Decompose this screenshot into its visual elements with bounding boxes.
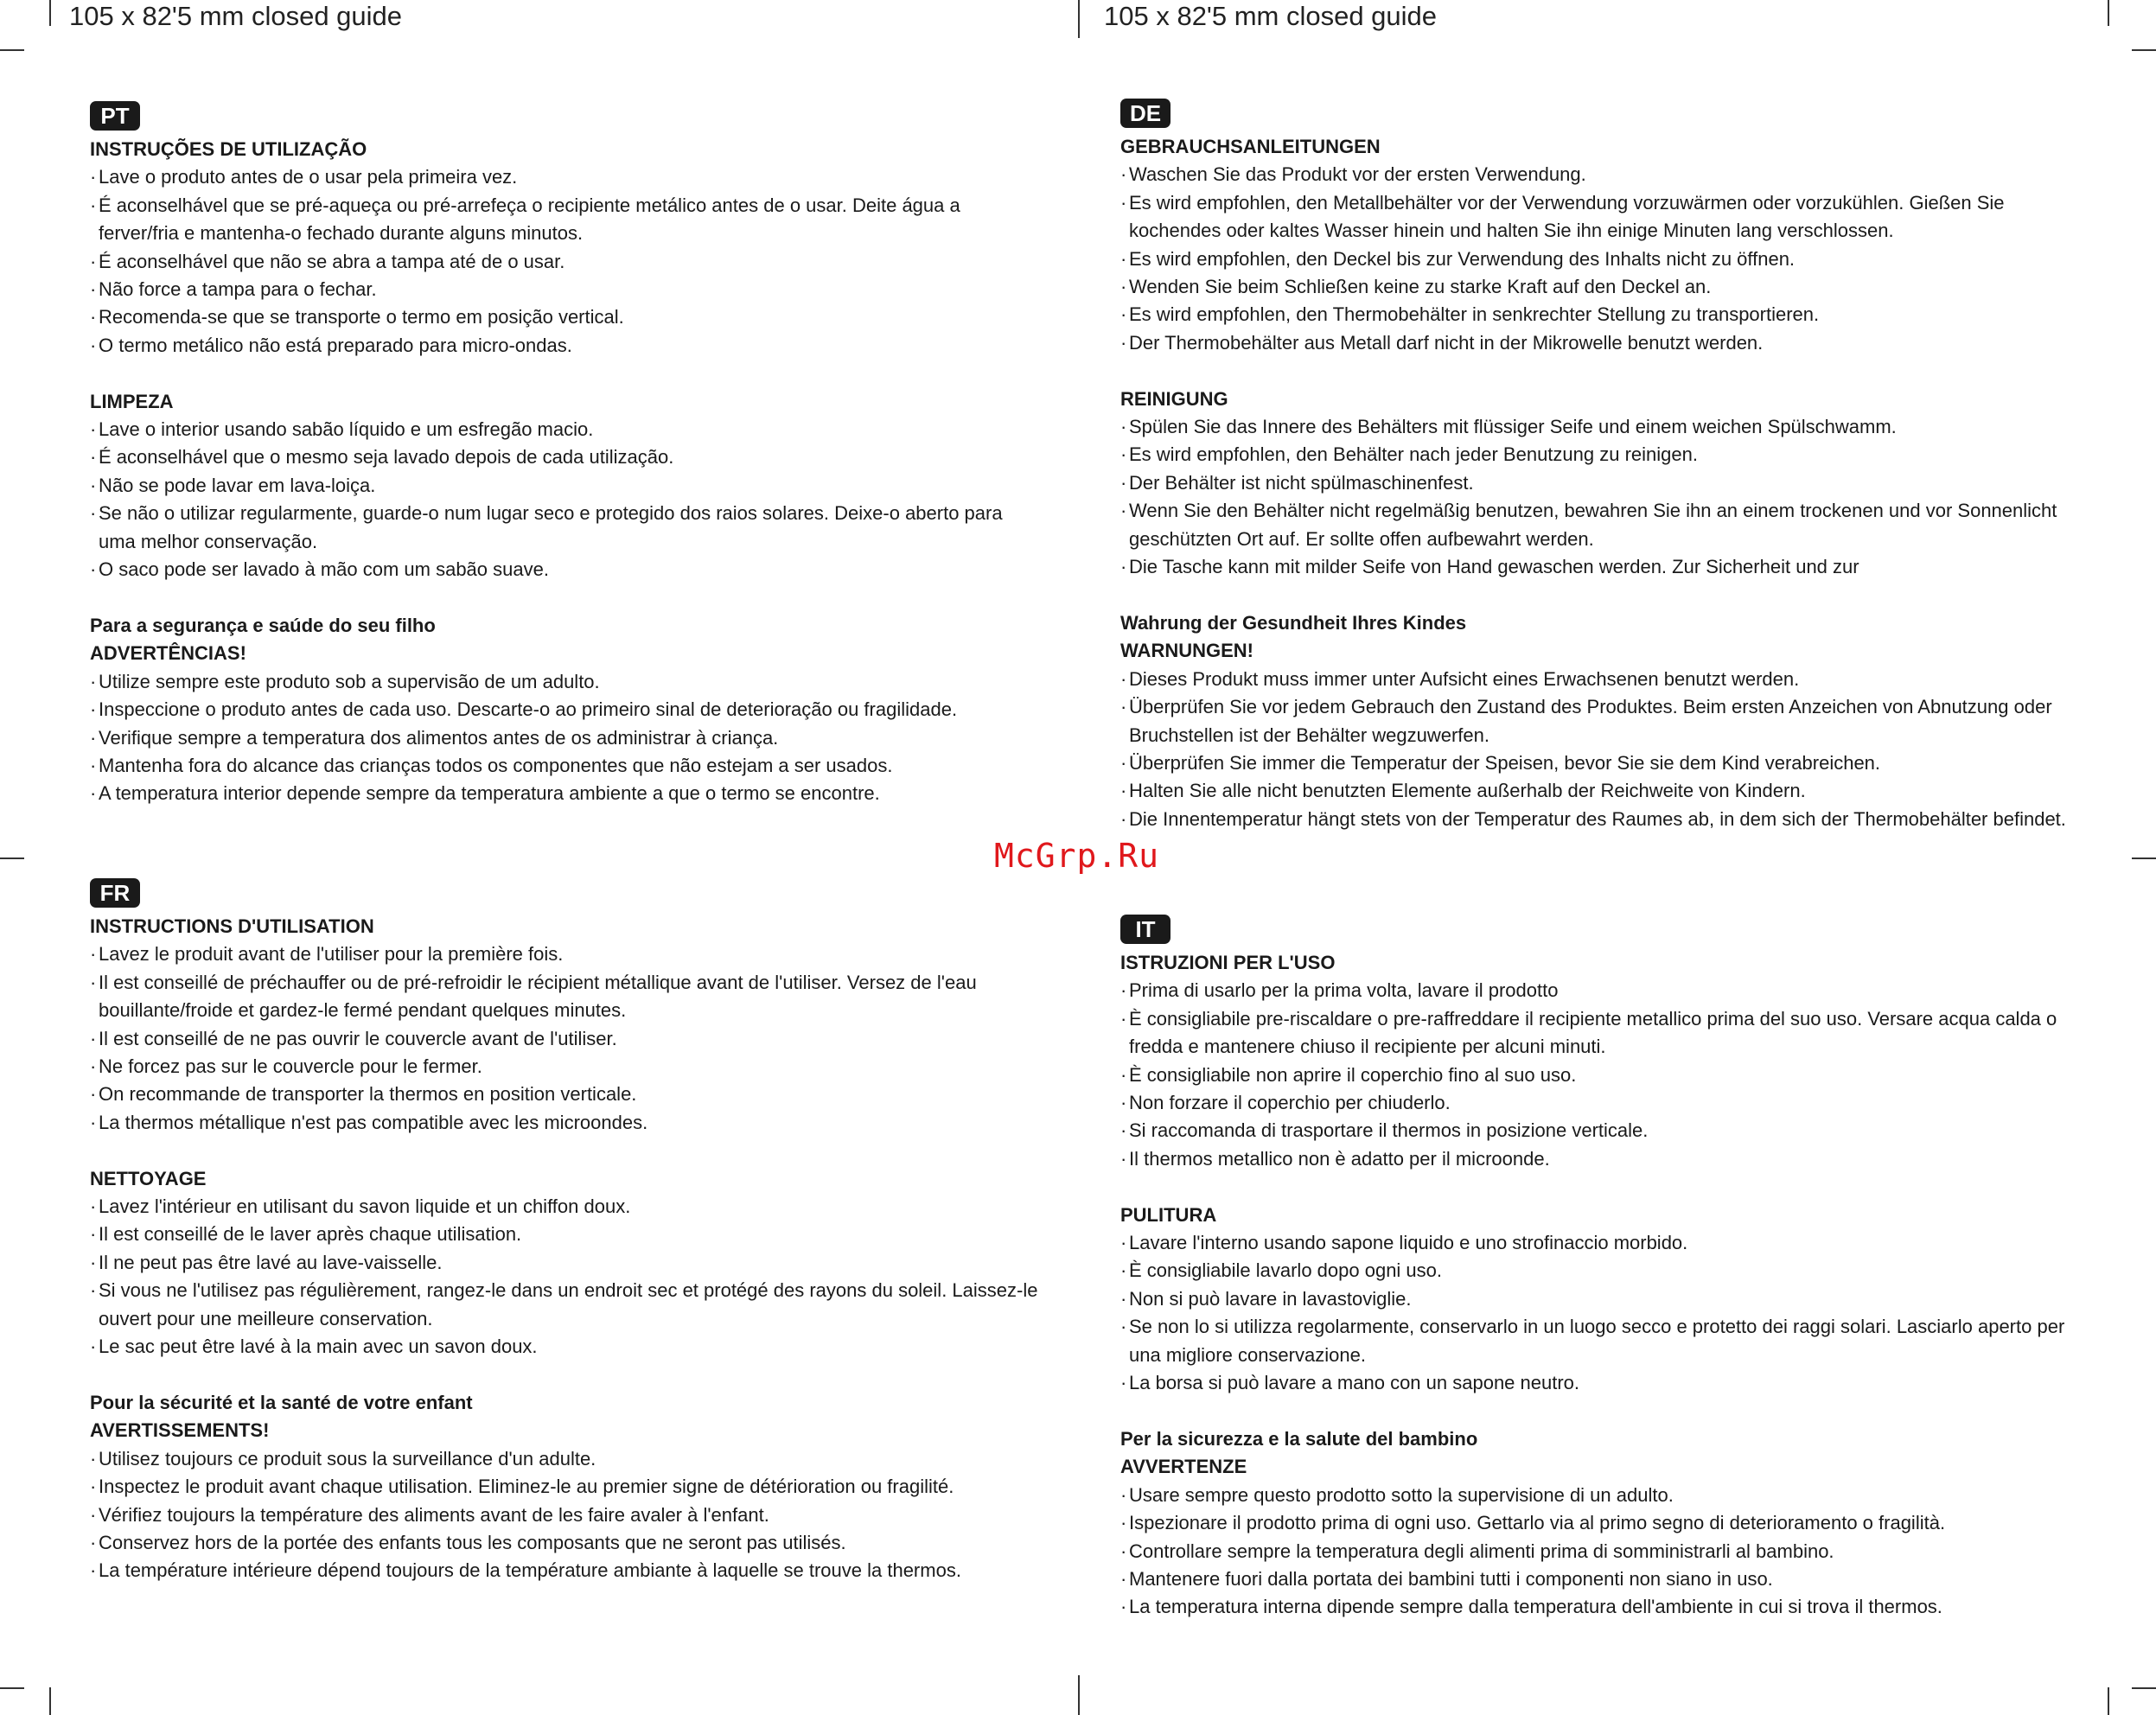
- bullet-dot: ·: [1120, 1316, 1127, 1338]
- instruction-text: Vérifiez toujours la température des aliments avant de les faire avaler à l'enfant.: [99, 1503, 769, 1526]
- instruction-item: [1120, 553, 2071, 581]
- instruction-text: Se não o utilizar regularmente, guarde-o num lugar seco e protegido dos raios solares. Deixe-o aberto para uma melhor conservação.: [99, 502, 1003, 552]
- bullet-dot: ·: [90, 1336, 97, 1358]
- crop-mark: [2132, 858, 2156, 859]
- instruction-text: Es wird empfohlen, den Deckel bis zur Verwendung des Inhalts nicht zu öffnen.: [1129, 247, 1796, 270]
- bullet-dot: ·: [1120, 247, 1127, 270]
- instruction-text: Não force a tampa para o fechar.: [99, 278, 377, 301]
- instruction-text: Recomenda-se que se transporte o termo em posição vertical.: [99, 306, 624, 328]
- instruction-text: Conservez hors de la portée des enfants tous les composants que ne seront pas utilisés.: [99, 1531, 846, 1553]
- bullet-dot: ·: [1120, 1092, 1127, 1114]
- instruction-item: [90, 1109, 1041, 1137]
- section-heading: Pour la sécurité et la santé de votre enfant: [90, 1391, 473, 1413]
- bullet-dot: ·: [90, 418, 97, 441]
- bullet-dot: ·: [1120, 471, 1127, 494]
- crop-mark: [2108, 1687, 2109, 1715]
- instruction-item: [90, 1081, 1041, 1108]
- bullet-dot: ·: [90, 1195, 97, 1218]
- instruction-text: Si raccomanda di trasportare il thermos in posizione verticale.: [1129, 1119, 1649, 1142]
- bullet-dot: ·: [90, 1447, 97, 1470]
- section-heading: Para a segurança e saúde do seu filho: [90, 614, 436, 636]
- bullet-dot: ·: [90, 1251, 97, 1273]
- section-heading: PULITURA: [1120, 1203, 1217, 1226]
- instruction-text: Die Innentemperatur hängt stets von der Temperatur des Raumes ab, in dem sich der Thermobehälter befindet.: [1129, 807, 2066, 830]
- instruction-text: Usare sempre questo prodotto sotto la supervisione di un adulto.: [1129, 1483, 1674, 1506]
- instruction-item: [1120, 1593, 2071, 1621]
- instruction-text: Il est conseillé de préchauffer ou de pré-refroidir le récipient métallique avant de l'utiliser. Versez de l'eau bouillante/froide et gardez-le fermé pendant quelques minutes.: [99, 971, 977, 1022]
- bullet-dot: ·: [1120, 276, 1127, 298]
- instruction-item: [90, 276, 1041, 303]
- instruction-item: [90, 1025, 1041, 1053]
- section-heading: GEBRAUCHSANLEITUNGEN: [1120, 136, 1381, 157]
- bullet-dot: ·: [90, 1559, 97, 1582]
- bullet-dot: ·: [90, 558, 97, 581]
- bullet-dot: ·: [1120, 807, 1127, 830]
- instruction-item: [90, 472, 1041, 500]
- bullet-dot: ·: [90, 1223, 97, 1246]
- instruction-text: Le sac peut être lavé à la main avec un savon doux.: [99, 1336, 538, 1358]
- bullet-dot: ·: [90, 726, 97, 749]
- instruction-text: Verifique sempre a temperatura dos alimentos antes de os administrar à criança.: [99, 726, 779, 749]
- instruction-text: Inspeccione o produto antes de cada uso. Descarte-o ao primeiro sinal de deterioração ou fragilidade.: [99, 698, 958, 721]
- instruction-text: Il est conseillé de ne pas ouvrir le couvercle avant de l'utiliser.: [99, 1027, 617, 1049]
- bullet-dot: ·: [90, 278, 97, 301]
- section-fr: [90, 878, 1041, 1585]
- section-heading: NETTOYAGE: [90, 1167, 207, 1189]
- bullet-dot: ·: [1120, 696, 1127, 718]
- instruction-text: È consigliabile non aprire il coperchio fino al suo uso.: [1129, 1063, 1577, 1086]
- bullet-dot: ·: [90, 1503, 97, 1526]
- instruction-text: Die Tasche kann mit milder Seife von Hand gewaschen werden. Zur Sicherheit und zur: [1129, 556, 1859, 578]
- instruction-text: Lavez l'intérieur en utilisant du savon liquide et un chiffon doux.: [99, 1195, 631, 1218]
- bullet-dot: ·: [1120, 751, 1127, 774]
- bullet-dot: ·: [1120, 443, 1127, 466]
- instruction-text: Il est conseillé de le laver après chaque utilisation.: [99, 1223, 522, 1246]
- instruction-text: La thermos métallique n'est pas compatible avec les microondes.: [99, 1111, 648, 1133]
- bullet-dot: ·: [1120, 416, 1127, 438]
- bullet-dot: ·: [1120, 1232, 1127, 1254]
- instruction-text: Überprüfen Sie immer die Temperatur der Speisen, bevor Sie sie dem Kind verabreichen.: [1129, 751, 1881, 774]
- instruction-item: [1120, 693, 2071, 749]
- crop-mark: [1078, 1675, 1080, 1715]
- instruction-text: Es wird empfohlen, den Behälter nach jeder Benutzung zu reinigen.: [1129, 443, 1698, 466]
- instruction-item: [1120, 1313, 2071, 1369]
- instruction-item: [1120, 161, 2071, 188]
- bullet-dot: ·: [1120, 1483, 1127, 1506]
- bullet-dot: ·: [90, 698, 97, 721]
- instruction-text: Prima di usarlo per la prima volta, lavare il prodotto: [1129, 979, 1559, 1002]
- instruction-item: [90, 940, 1041, 968]
- bullet-dot: ·: [90, 782, 97, 805]
- instruction-text: Es wird empfohlen, den Metallbehälter vor der Verwendung vorzuwärmen oder vorzukühlen. Gießen Sie kochendes oder kaltes Wasser hinein und halten Sie ihn einige Minuten lang verschlossen.: [1129, 191, 2005, 242]
- section-heading: Per la sicurezza e la salute del bambino: [1120, 1427, 1478, 1450]
- instruction-item: [90, 332, 1041, 360]
- section-heading: REINIGUNG: [1120, 387, 1228, 410]
- instruction-item: [90, 556, 1041, 583]
- instruction-text: Se non lo si utilizza regolarmente, conservarlo in un luogo secco e protetto dei raggi solari. Lasciarlo aperto per una migliore conservazione.: [1129, 1316, 2065, 1366]
- instruction-item: [1120, 1285, 2071, 1313]
- bullet-dot: ·: [1120, 1596, 1127, 1618]
- instruction-text: Utilize sempre este produto sob a supervisão de um adulto.: [99, 670, 600, 692]
- instruction-item: [1120, 1369, 2071, 1397]
- instruction-item: [1120, 666, 2071, 693]
- instruction-text: Utilisez toujours ce produit sous la surveillance d'un adulte.: [99, 1447, 596, 1470]
- section-heading: ISTRUZIONI PER L'USO: [1120, 952, 1336, 973]
- instruction-text: Mantenha fora do alcance das crianças todos os componentes que não estejam a ser usados.: [99, 754, 893, 776]
- instruction-item: [90, 500, 1041, 556]
- instruction-item: [90, 1529, 1041, 1557]
- crop-mark: [49, 1687, 51, 1715]
- instruction-item: [90, 1249, 1041, 1277]
- bullet-dot: ·: [1120, 667, 1127, 690]
- instruction-text: A temperatura interior depende sempre da temperatura ambiente a que o termo se encontre.: [99, 782, 880, 805]
- instruction-text: Il thermos metallico non è adatto per il microonde.: [1129, 1147, 1550, 1170]
- watermark: McGrp.Ru: [994, 837, 1160, 875]
- instruction-text: È consigliabile pre-riscaldare o pre-raffreddare il recipiente metallico prima del suo uso. Versare acqua calda o fredda e mantenere chiuso il recipiente per alcuni minuti.: [1129, 1007, 2057, 1058]
- instruction-item: [1120, 189, 2071, 245]
- instruction-item: [90, 1333, 1041, 1361]
- crop-mark: [0, 1687, 24, 1689]
- instruction-text: Lave o produto antes de o usar pela primeira vez.: [99, 166, 518, 188]
- bullet-dot: ·: [90, 943, 97, 966]
- instruction-text: É aconselhável que não se abra a tampa até de o usar.: [99, 250, 565, 272]
- instruction-text: Waschen Sie das Produkt vor der ersten Verwendung.: [1129, 163, 1586, 186]
- instruction-item: [90, 1193, 1041, 1221]
- instruction-text: É aconselhável que se pré-aqueça ou pré-arrefeça o recipiente metálico antes de o usar. Deite água a ferver/fria e mantenha-o fechado durante alguns minutos.: [99, 194, 960, 245]
- bullet-dot: ·: [90, 1531, 97, 1553]
- crop-mark: [0, 858, 24, 859]
- section-it: [1120, 915, 2071, 1622]
- instruction-text: O termo metálico não está preparado para micro-ondas.: [99, 334, 572, 356]
- instruction-text: Spülen Sie das Innere des Behälters mit flüssiger Seife und einem weichen Spülschwamm.: [1129, 416, 1897, 438]
- language-badge: IT: [1120, 915, 1170, 944]
- instruction-item: [90, 724, 1041, 752]
- instruction-item: [1120, 1117, 2071, 1144]
- crop-mark: [2132, 1687, 2156, 1689]
- instruction-text: Ispezionare il prodotto prima di ogni uso. Gettarlo via al primo segno di deterioramento o fragilità.: [1129, 1512, 1946, 1534]
- language-badge: FR: [90, 878, 140, 908]
- section-pt: [90, 101, 1041, 808]
- instruction-item: [90, 192, 1041, 248]
- instruction-item: [1120, 806, 2071, 833]
- bullet-dot: ·: [1120, 1540, 1127, 1562]
- instruction-item: [90, 1053, 1041, 1081]
- instruction-text: Si vous ne l'utilisez pas régulièrement, rangez-le dans un endroit sec et protégé des rayons du soleil. Laissez-le ouvert pour une meilleure conservation.: [99, 1279, 1038, 1329]
- instruction-text: Ne forcez pas sur le couvercle pour le fermer.: [99, 1055, 482, 1078]
- instruction-text: Der Thermobehälter aus Metall darf nicht in der Mikrowelle benutzt werden.: [1129, 331, 1764, 354]
- instruction-text: Não se pode lavar em lava-loiça.: [99, 474, 376, 496]
- instruction-text: Non forzare il coperchio per chiuderlo.: [1129, 1092, 1451, 1114]
- bullet-dot: ·: [1120, 1063, 1127, 1086]
- bullet-dot: ·: [1120, 1372, 1127, 1394]
- bullet-dot: ·: [1120, 1119, 1127, 1142]
- instruction-item: [90, 1501, 1041, 1529]
- instruction-text: Der Behälter ist nicht spülmaschinenfest.: [1129, 471, 1474, 494]
- instruction-item: [1120, 777, 2071, 805]
- instruction-text: Es wird empfohlen, den Thermobehälter in senkrechter Stellung zu transportieren.: [1129, 303, 1820, 326]
- instruction-item: [1120, 1482, 2071, 1509]
- bullet-dot: ·: [1120, 303, 1127, 326]
- instruction-text: É aconselhável que o mesmo seja lavado depois de cada utilização.: [99, 446, 674, 469]
- crop-mark: [2132, 49, 2156, 51]
- instruction-text: La temperatura interna dipende sempre dalla temperatura dell'ambiente in cui si trova il thermos.: [1129, 1596, 1942, 1618]
- section-subheading: WARNUNGEN!: [1120, 640, 1253, 662]
- instruction-item: [1120, 497, 2071, 553]
- bullet-dot: ·: [1120, 1259, 1127, 1282]
- instruction-item: [90, 1473, 1041, 1501]
- bullet-dot: ·: [1120, 163, 1127, 186]
- bullet-dot: ·: [1120, 1007, 1127, 1030]
- instruction-item: [1120, 1565, 2071, 1593]
- instruction-text: Il ne peut pas être lavé au lave-vaisselle.: [99, 1251, 443, 1273]
- bullet-dot: ·: [1120, 191, 1127, 214]
- bullet-dot: ·: [90, 1083, 97, 1106]
- instruction-item: [90, 1557, 1041, 1584]
- section-heading: INSTRUCTIONS D'UTILISATION: [90, 915, 374, 937]
- instruction-text: La borsa si può lavare a mano con un sapone neutro.: [1129, 1372, 1580, 1394]
- bullet-dot: ·: [1120, 1287, 1127, 1310]
- bullet-dot: ·: [1120, 979, 1127, 1002]
- instruction-item: [1120, 1538, 2071, 1565]
- instruction-item: [1120, 301, 2071, 328]
- instruction-item: [90, 1221, 1041, 1248]
- bullet-dot: ·: [1120, 1512, 1127, 1534]
- instruction-item: [90, 416, 1041, 443]
- instruction-item: [90, 752, 1041, 780]
- bullet-dot: ·: [90, 334, 97, 356]
- instruction-text: La température intérieure dépend toujours de la température ambiante à laquelle se trouve la thermos.: [99, 1559, 961, 1582]
- instruction-text: On recommande de transporter la thermos en position verticale.: [99, 1083, 637, 1106]
- crop-mark: [1078, 0, 1080, 38]
- instruction-item: [90, 696, 1041, 724]
- bullet-dot: ·: [1120, 556, 1127, 578]
- instruction-item: [90, 1445, 1041, 1473]
- instruction-text: Halten Sie alle nicht benutzten Elemente außerhalb der Reichweite von Kindern.: [1129, 780, 1806, 802]
- instruction-item: [1120, 1005, 2071, 1062]
- section-subheading: AVERTISSEMENTS!: [90, 1419, 270, 1442]
- bullet-dot: ·: [1120, 1147, 1127, 1170]
- language-badge: PT: [90, 101, 140, 131]
- section-de: [1120, 99, 2071, 833]
- bullet-dot: ·: [90, 1476, 97, 1498]
- instruction-item: [90, 248, 1041, 276]
- instruction-item: [90, 668, 1041, 696]
- instruction-text: Inspectez le produit avant chaque utilisation. Eliminez-le au premier signe de détérioration ou fragilité.: [99, 1476, 954, 1498]
- instruction-item: [1120, 413, 2071, 441]
- bullet-dot: ·: [90, 166, 97, 188]
- instruction-item: [90, 443, 1041, 471]
- bullet-dot: ·: [90, 1055, 97, 1078]
- section-heading: INSTRUÇÕES DE UTILIZAÇÃO: [90, 138, 367, 160]
- section-subheading: ADVERTÊNCIAS!: [90, 642, 246, 665]
- bullet-dot: ·: [90, 1279, 97, 1302]
- instruction-text: Dieses Produkt muss immer unter Aufsicht eines Erwachsenen benutzt werden.: [1129, 667, 1800, 690]
- guide-label-left: 105 x 82'5 mm closed guide: [69, 1, 403, 31]
- bullet-dot: ·: [1120, 1567, 1127, 1590]
- bullet-dot: ·: [90, 670, 97, 692]
- instruction-item: [1120, 977, 2071, 1004]
- bullet-dot: ·: [90, 446, 97, 469]
- bullet-dot: ·: [90, 1027, 97, 1049]
- instruction-item: [1120, 273, 2071, 301]
- instruction-item: [1120, 1089, 2071, 1117]
- bullet-dot: ·: [90, 971, 97, 993]
- section-heading: Wahrung der Gesundheit Ihres Kindes: [1120, 611, 1467, 634]
- instruction-item: [90, 969, 1041, 1025]
- instruction-item: [90, 780, 1041, 807]
- instruction-item: [1120, 1509, 2071, 1537]
- section-subheading: AVVERTENZE: [1120, 1456, 1247, 1478]
- instruction-text: Lave o interior usando sabão líquido e um esfregão macio.: [99, 418, 594, 441]
- bullet-dot: ·: [90, 1111, 97, 1133]
- crop-mark: [2108, 0, 2109, 26]
- instruction-text: O saco pode ser lavado à mão com um sabão suave.: [99, 558, 549, 581]
- instruction-text: Wenn Sie den Behälter nicht regelmäßig benutzen, bewahren Sie ihn an einem trockenen und vor Sonnenlicht geschützten Ort auf. Er sollte offen aufbewahrt werden.: [1129, 500, 2057, 550]
- instruction-item: [1120, 749, 2071, 777]
- bullet-dot: ·: [90, 754, 97, 776]
- bullet-dot: ·: [90, 306, 97, 328]
- instruction-text: È consigliabile lavarlo dopo ogni uso.: [1129, 1259, 1443, 1282]
- bullet-dot: ·: [90, 194, 97, 216]
- language-badge: DE: [1120, 99, 1170, 128]
- crop-mark: [49, 0, 51, 26]
- instruction-item: [90, 163, 1041, 191]
- instruction-text: Controllare sempre la temperatura degli alimenti prima di somministrarli al bambino.: [1129, 1540, 1834, 1562]
- bullet-dot: ·: [90, 502, 97, 525]
- instruction-text: Überprüfen Sie vor jedem Gebrauch den Zustand des Produktes. Beim ersten Anzeichen von Abnutzung oder Bruchstellen ist der Behälter wegzuwerfen.: [1129, 696, 2052, 746]
- instruction-item: [1120, 1062, 2071, 1089]
- instruction-item: [1120, 441, 2071, 469]
- bullet-dot: ·: [1120, 780, 1127, 802]
- bullet-dot: ·: [1120, 500, 1127, 522]
- instruction-item: [1120, 1229, 2071, 1257]
- instruction-text: Mantenere fuori dalla portata dei bambini tutti i componenti non siano in uso.: [1129, 1567, 1773, 1590]
- instruction-text: Non si può lavare in lavastoviglie.: [1129, 1287, 1412, 1310]
- instruction-text: Lavez le produit avant de l'utiliser pour la première fois.: [99, 943, 564, 966]
- section-heading: LIMPEZA: [90, 390, 174, 412]
- instruction-item: [90, 303, 1041, 331]
- instruction-text: Wenden Sie beim Schließen keine zu starke Kraft auf den Deckel an.: [1129, 276, 1712, 298]
- instruction-item: [1120, 469, 2071, 497]
- instruction-text: Lavare l'interno usando sapone liquido e uno strofinaccio morbido.: [1129, 1232, 1688, 1254]
- bullet-dot: ·: [1120, 331, 1127, 354]
- instruction-item: [1120, 1145, 2071, 1173]
- instruction-item: [90, 1277, 1041, 1333]
- instruction-item: [1120, 329, 2071, 357]
- instruction-item: [1120, 1257, 2071, 1285]
- instruction-item: [1120, 245, 2071, 273]
- bullet-dot: ·: [90, 250, 97, 272]
- guide-label-right: 105 x 82'5 mm closed guide: [1104, 1, 1438, 31]
- bullet-dot: ·: [90, 474, 97, 496]
- crop-mark: [0, 49, 24, 51]
